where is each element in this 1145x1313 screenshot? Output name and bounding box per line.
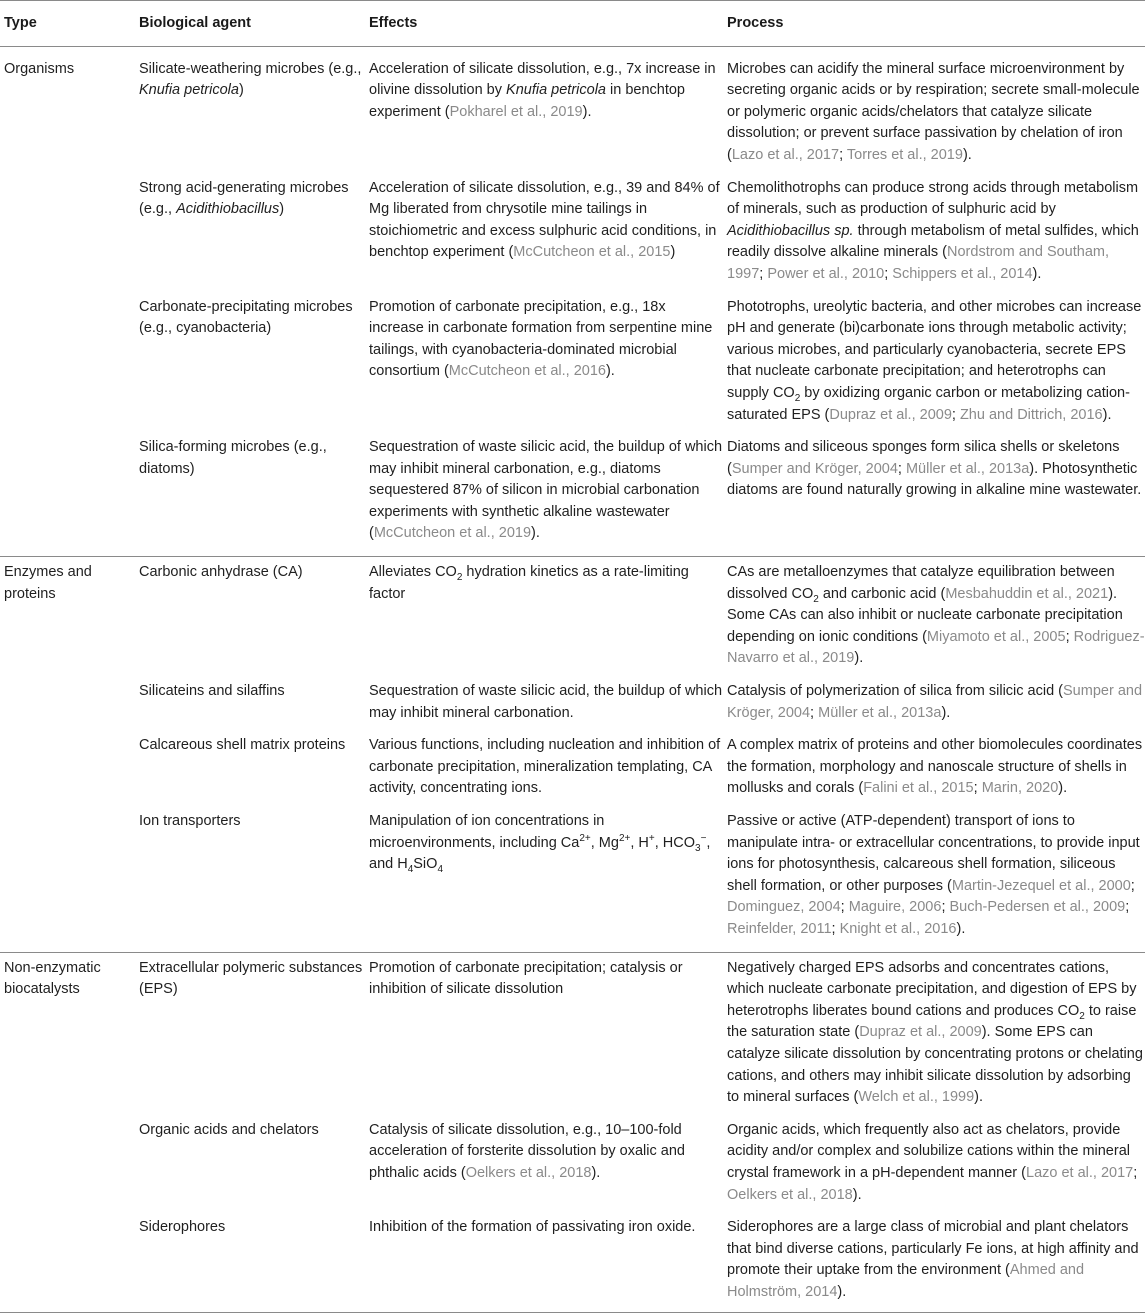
citation-link[interactable]: Maguire, 2006 [848, 899, 942, 916]
cell-type [0, 437, 135, 556]
text-run: Organic acids, which frequently also act as chelators, provide acidity and/or complex and solubilize cations within the mineral crystal framework in a pH-dependent manner ( [727, 1121, 1130, 1181]
table-row [0, 811, 1145, 952]
subscript: 3 [695, 842, 701, 854]
citation-link[interactable]: Schippers et al., 2014 [892, 265, 1033, 282]
cell-effects [365, 437, 723, 556]
citation-link[interactable]: Torres et al., 2019 [846, 146, 963, 163]
text-run: by oxidizing organic carbon or metabolizing cation-saturated EPS ( [727, 384, 1130, 423]
text-run: Phototrophs, ureolytic bacteria, and other microbes can increase pH and generate (bi)carbonate ions through metabolic activity; various microbes, and particularly cyanobacteria, secrete EPS that nucleate carbonate precipitation; and heterotrophs can supply CO [727, 298, 1142, 401]
citation-link[interactable]: Ahmed and Holmström, 2014 [727, 1262, 1085, 1300]
cell-biological-agent [135, 437, 365, 556]
text-run: Catalysis of silicate dissolution, e.g., 10–100-fold acceleration of forsterite dissolution by oxalic and phthalic acids ( [369, 1121, 685, 1181]
table-row [0, 557, 1145, 681]
cell-type [0, 811, 135, 952]
text-run: hydration kinetics as a rate-limiting factor [369, 564, 689, 602]
cell-biological-agent [135, 952, 365, 1120]
text-run: Extracellular polymeric substances (EPS) [139, 959, 363, 998]
cell-process [723, 437, 1145, 556]
text-run: ). [941, 704, 951, 721]
cell-effects [365, 952, 723, 1120]
text-run: ). [1102, 406, 1112, 423]
text-run: Siderophores [139, 1219, 226, 1236]
text-run: ). Some EPS can catalyze silicate dissolution by concentrating protons or chelating cations, and others may inhibit silicate dissolution by adsorbing to mineral surfaces ( [727, 1024, 1143, 1106]
text-run: ). Some CAs can also inhibit or nucleate carbonate precipitation depending on ionic conditions ( [727, 585, 1123, 645]
text-run: Diatoms and siliceous sponges form silica shells or skeletons ( [727, 439, 1120, 477]
header-type: Type [0, 1, 135, 47]
cell-type: Non-enzymatic biocatalysts [0, 952, 135, 1120]
text-run: Siderophores are a large class of microbial and plant chelators that bind diverse cations, particularly Fe ions, at high affinity and promote their uptake from the environment ( [727, 1219, 1139, 1279]
text-run: ). [1032, 265, 1042, 282]
text-run: Microbes can acidify the mineral surface microenvironment by secreting organic acids or by respiration; secrete small-molecule or polymeric organic acids/chelators that catalyze silicate dissolution; or prevent surface passivation by chelation of iron ( [727, 60, 1140, 163]
cell-biological-agent [135, 557, 365, 681]
cell-biological-agent [135, 811, 365, 952]
citation-link[interactable]: Reinfelder, 2011 [727, 920, 832, 937]
citation-link[interactable]: Pokharel et al., 2019 [449, 103, 583, 120]
text-run: , HCO [654, 834, 696, 851]
text-run: ; [1065, 628, 1074, 645]
text-run: ). [852, 1186, 862, 1203]
subscript: 2 [813, 593, 819, 605]
text-run: Silicateins and silaffins [139, 683, 285, 700]
text-run: Promotion of carbonate precipitation; catalysis or inhibition of silicate dissolution [369, 959, 683, 998]
text-run: ). [582, 103, 592, 120]
text-run: Alleviates CO [369, 564, 457, 581]
citation-link[interactable]: Lazo et al., 2017 [731, 146, 840, 163]
text-run: SiO [413, 856, 438, 873]
text-run: ; [884, 265, 893, 282]
text-run: ) [238, 82, 244, 99]
citation-link[interactable]: Miyamoto et al., 2005 [926, 628, 1066, 645]
text-run: ; [831, 920, 840, 937]
citation-link[interactable]: Zhu and Dittrich, 2016 [959, 406, 1103, 423]
cell-process [723, 297, 1145, 438]
text-run: ; [810, 704, 819, 721]
citation-link[interactable]: Dominguez, 2004 [727, 899, 841, 916]
cell-process [723, 178, 1145, 297]
cell-biological-agent [135, 1217, 365, 1313]
cell-process [723, 557, 1145, 681]
cell-effects [365, 46, 723, 177]
text-run: ; [897, 460, 906, 477]
text-run: Organic acids and chelators [139, 1121, 319, 1138]
text-run: ). [974, 1089, 984, 1106]
text-run: ; [951, 406, 960, 423]
text-run: Calcareous shell matrix proteins [139, 737, 346, 754]
header-row [0, 1, 1145, 47]
subscript: 2 [1079, 1010, 1085, 1022]
text-run: to raise the saturation state ( [727, 1002, 1137, 1041]
cell-biological-agent [135, 681, 365, 735]
citation-link[interactable]: Sumper and Kröger, 2004 [731, 460, 898, 477]
cell-effects [365, 178, 723, 297]
text-run: ). [854, 650, 864, 667]
citation-link[interactable]: McCutcheon et al., 2015 [513, 244, 671, 261]
italic-term: Knufia petricola [139, 82, 239, 99]
text-run: , Mg [590, 834, 619, 851]
cell-effects [365, 681, 723, 735]
text-run: Manipulation of ion concentrations in microenvironments, including Ca [369, 813, 605, 851]
table-body [0, 46, 1145, 1313]
header-biological-agent: Biological agent [135, 1, 365, 47]
citation-link[interactable]: Nordstrom and Southam, 1997 [727, 244, 1110, 282]
citation-link[interactable]: Dupraz et al., 2009 [859, 1024, 982, 1041]
cell-process [723, 735, 1145, 811]
text-run: ). [962, 146, 972, 163]
cell-biological-agent [135, 178, 365, 297]
citation-link[interactable]: Müller et al., 2013a [818, 704, 942, 721]
citation-link[interactable]: Marin, 2020 [981, 780, 1059, 797]
table-row [0, 681, 1145, 735]
header-effects: Effects [365, 1, 723, 47]
cell-type [0, 178, 135, 297]
text-run: A complex matrix of proteins and other biomolecules coordinates the formation, morphology and nanoscale structure of shells in mollusks and corals ( [727, 737, 1143, 797]
text-run: , and H [369, 834, 711, 873]
cell-effects [365, 811, 723, 952]
cell-process [723, 46, 1145, 177]
text-run: Acceleration of silicate dissolution, e.g., 7x increase in olivine dissolution by [369, 60, 716, 99]
text-run: Various functions, including nucleation and inhibition of carbonate precipitation, mineralization templating, CA activity, concentrating ions. [369, 737, 721, 797]
text-run: ; [1125, 899, 1130, 916]
cell-process [723, 1120, 1145, 1217]
cell-type [0, 735, 135, 811]
text-run: Promotion of carbonate precipitation, e.g., 18x increase in carbonate formation from serpentine mine tailings, with cyanobacteria-dominated microbial consortium ( [369, 298, 713, 380]
citation-link[interactable]: Oelkers et al., 2018 [465, 1164, 592, 1181]
text-run: ). [605, 363, 615, 380]
text-run: , H [630, 834, 649, 851]
table-row [0, 46, 1145, 177]
cell-biological-agent [135, 1120, 365, 1217]
text-run: ). [591, 1164, 601, 1181]
superscript: 2+ [618, 832, 631, 844]
superscript: 2+ [579, 832, 591, 844]
text-run: CAs are metalloenzymes that catalyze equilibration between dissolved CO [727, 564, 1115, 602]
citation-link[interactable]: Müller et al., 2013a [905, 460, 1030, 477]
cell-effects [365, 1217, 723, 1313]
superscript: − [700, 832, 707, 844]
text-run: Carbonic anhydrase (CA) [139, 564, 303, 581]
cell-type [0, 297, 135, 438]
subscript: 2 [794, 392, 801, 404]
text-run: ) [670, 244, 676, 261]
text-run: ). [837, 1283, 847, 1300]
cell-effects [365, 297, 723, 438]
table-row [0, 437, 1145, 556]
cell-effects [365, 557, 723, 681]
text-run: Chemolithotrophs can produce strong acids through metabolism of minerals, such as production of sulphuric acid by [727, 179, 1139, 218]
subscript: 4 [407, 864, 414, 876]
text-run: ; [839, 146, 847, 163]
cell-biological-agent [135, 297, 365, 438]
text-run: Strong acid-generating microbes (e.g., [139, 179, 349, 218]
text-run: Catalysis of polymerization of silica from silicic acid ( [727, 683, 1064, 700]
table-row [0, 297, 1145, 438]
cell-type: Organisms [4, 60, 75, 77]
text-run: and carbonic acid ( [818, 585, 946, 602]
cell-type [0, 1217, 135, 1313]
citation-link[interactable]: Sumper and Kröger, 2004 [727, 683, 1143, 721]
text-run: ). [956, 920, 966, 937]
text-run: ). Photosynthetic diatoms are found naturally growing in alkaline mine wastewater. [727, 460, 1142, 499]
cell-biological-agent [135, 46, 365, 177]
text-run: Acceleration of silicate dissolution, e.g., 39 and 84% of Mg liberated from chrysotile mine tailings in stoichiometric and excess sulphuric acid conditions, in benchtop experiment ( [369, 179, 720, 261]
table-row [0, 178, 1145, 297]
superscript: + [648, 832, 655, 844]
text-run: ; [973, 780, 982, 797]
table-row [0, 1217, 1145, 1313]
citation-link[interactable]: Rodriguez-Navarro et al., 2019 [727, 628, 1145, 667]
text-run: Silica-forming microbes (e.g., diatoms) [139, 439, 327, 477]
citation-link[interactable]: Power et al., 2010 [767, 265, 885, 282]
subscript: 2 [456, 571, 463, 583]
text-run: ; [941, 899, 950, 916]
text-run: Silicate-weathering microbes (e.g., [139, 60, 362, 77]
cell-process [723, 1217, 1145, 1313]
citation-link[interactable]: Falini et al., 2015 [863, 780, 974, 797]
citation-link[interactable]: Mesbahuddin et al., 2021 [945, 585, 1109, 602]
text-run: Negatively charged EPS adsorbs and concentrates cations, which nucleate carbonate precipitation, and digestion of EPS by heterotrophs liberates bound cations and produces CO [727, 959, 1137, 1019]
text-run: Sequestration of waste silicic acid, the buildup of which may inhibit mineral carbonation, e.g., diatoms sequestered 87% of silicon in microbial carbonation experiments with synthetic alkaline wastewater ( [369, 439, 723, 542]
citation-link[interactable]: Welch et al., 1999 [858, 1089, 975, 1106]
table-row [0, 952, 1145, 1120]
cell-effects [365, 735, 723, 811]
text-run: Inhibition of the formation of passivating iron oxide. [369, 1219, 696, 1236]
text-run: ) [279, 201, 285, 218]
text-run: Sequestration of waste silicic acid, the buildup of which may inhibit mineral carbonation. [369, 683, 723, 721]
table-row [0, 735, 1145, 811]
cell-type [0, 681, 135, 735]
text-run: ; [840, 899, 849, 916]
citation-link[interactable]: Oelkers et al., 2018 [727, 1186, 853, 1203]
cell-biological-agent [135, 735, 365, 811]
citation-link[interactable]: Knight et al., 2016 [839, 920, 957, 937]
cell-type [0, 1120, 135, 1217]
citation-link[interactable]: Dupraz et al., 2009 [829, 406, 952, 423]
text-run: ). [531, 525, 540, 542]
text-run: Carbonate-precipitating microbes (e.g., cyanobacteria) [139, 298, 353, 337]
text-run: through metabolism of metal sulfides, which readily dissolve alkaline minerals ( [727, 222, 1139, 261]
cell-process [723, 952, 1145, 1120]
cell-type: Enzymes and proteins [0, 557, 135, 681]
cell-process [723, 811, 1145, 952]
italic-term: Acidithiobacillus [176, 201, 280, 218]
citation-link[interactable]: Buch-Pedersen et al., 2009 [949, 899, 1126, 916]
italic-term: Knufia petricola [506, 82, 606, 99]
text-run: Ion transporters [139, 813, 241, 829]
text-run: ; [1133, 1164, 1138, 1181]
text-run: Passive or active (ATP-dependent) transport of ions to manipulate intra- or extracellular concentrations, to provide input ions for photosynthesis, calcareous shell formation, siliceous shell formation, or other purposes ( [727, 813, 1140, 894]
text-run: ; [759, 265, 768, 282]
text-run: ; [1130, 877, 1135, 894]
text-run: in benchtop experiment ( [369, 82, 685, 120]
citation-link[interactable]: McCutcheon et al., 2016 [448, 363, 606, 380]
header-process: Process [723, 1, 1145, 47]
text-run: ). [1058, 780, 1068, 797]
table-row [0, 1120, 1145, 1217]
italic-term: Acidithiobacillus sp. [727, 222, 854, 239]
citation-link[interactable]: Martin-Jezequel et al., 2000 [951, 877, 1131, 894]
cell-process [723, 681, 1145, 735]
table-header [0, 1, 1145, 47]
citation-link[interactable]: Lazo et al., 2017 [1026, 1164, 1134, 1181]
citation-link[interactable]: McCutcheon et al., 2019 [373, 525, 532, 542]
cell-effects [365, 1120, 723, 1217]
subscript: 4 [437, 864, 443, 876]
